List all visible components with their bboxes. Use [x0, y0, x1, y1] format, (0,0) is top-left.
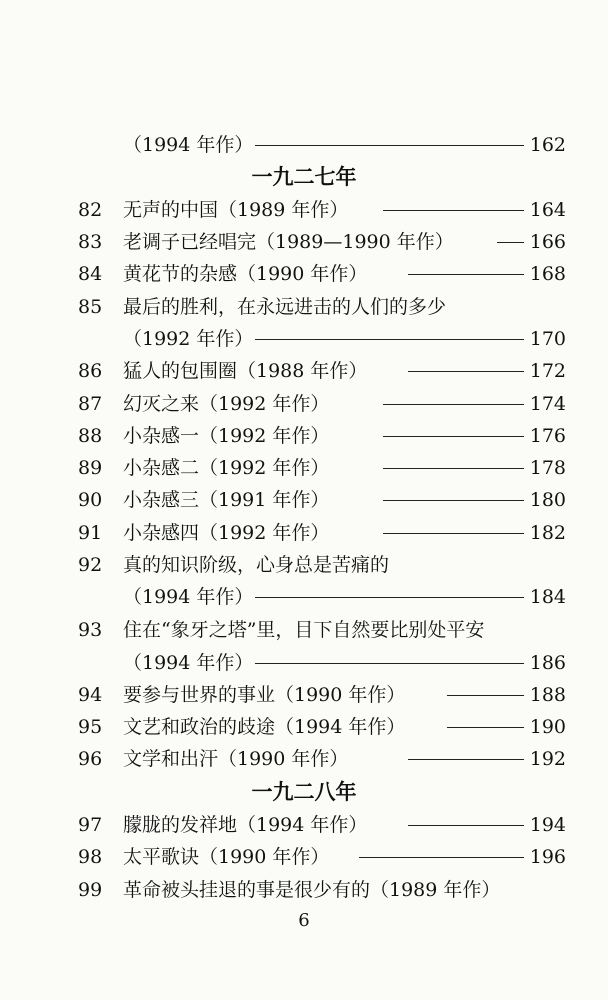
toc-entry — [0, 227, 608, 257]
section-heading: 一九二八年 — [251, 780, 357, 804]
entry-title: 小杂感一（1992 年作） — [123, 425, 330, 447]
entry-page: 162 — [529, 134, 566, 156]
toc-entry — [0, 648, 608, 678]
entry-number: 94 — [78, 684, 103, 706]
leader-line — [383, 500, 524, 501]
toc-entry — [0, 421, 608, 451]
entry-title: 猛人的包围圈（1988 年作） — [123, 360, 368, 382]
entry-title: 小杂感三（1991 年作） — [123, 489, 330, 511]
entry-title: 革命被头挂退的事是很少有的（1989 年作） — [123, 879, 501, 901]
entry-title: 太平歌诀（1990 年作） — [123, 846, 330, 868]
leader-line — [383, 210, 524, 211]
entry-page: 194 — [529, 814, 566, 836]
entry-number: 97 — [78, 814, 103, 836]
entry-page: 192 — [529, 748, 566, 770]
entry-number: 98 — [78, 846, 103, 868]
leader-line — [408, 759, 524, 760]
leader-line — [383, 533, 524, 534]
entry-page: 190 — [529, 716, 566, 738]
entry-number: 87 — [78, 393, 103, 415]
leader-line — [255, 663, 524, 664]
entry-page: 196 — [529, 846, 566, 868]
entry-title: 小杂感四（1992 年作） — [123, 522, 330, 544]
entry-page: 188 — [529, 684, 566, 706]
leader-line — [447, 695, 524, 696]
entry-page: 186 — [529, 652, 566, 674]
leader-line — [408, 274, 524, 275]
entry-number: 86 — [78, 360, 103, 382]
toc-entry — [0, 453, 608, 483]
leader-line — [408, 825, 524, 826]
toc-entry — [0, 130, 608, 160]
entry-page: 168 — [529, 263, 566, 285]
entry-page: 172 — [529, 360, 566, 382]
leader-line — [255, 597, 524, 598]
entry-page: 182 — [529, 522, 566, 544]
toc-entry — [0, 324, 608, 354]
entry-title: （1992 年作） — [123, 328, 254, 350]
toc-entry — [0, 810, 608, 840]
entry-title: 文艺和政治的歧途（1994 年作） — [123, 716, 406, 738]
leader-line — [255, 145, 524, 146]
entry-page: 164 — [529, 199, 566, 221]
toc-entry — [0, 518, 608, 548]
entry-page: 176 — [529, 425, 566, 447]
entry-page: 174 — [529, 393, 566, 415]
entry-number: 90 — [78, 489, 103, 511]
toc-entry — [0, 292, 608, 322]
entry-number: 95 — [78, 716, 103, 738]
leader-line — [359, 857, 524, 858]
leader-line — [383, 404, 524, 405]
leader-line — [497, 242, 524, 243]
entry-number: 88 — [78, 425, 103, 447]
toc-entry — [0, 680, 608, 710]
entry-page: 180 — [529, 489, 566, 511]
section-heading: 一九二七年 — [251, 165, 357, 189]
toc-entry — [0, 485, 608, 515]
entry-title: （1994 年作） — [123, 652, 254, 674]
entry-number: 89 — [78, 457, 103, 479]
leader-line — [383, 468, 524, 469]
toc-entry — [0, 550, 608, 580]
page-number: 6 — [298, 910, 310, 931]
leader-line — [447, 727, 524, 728]
toc-entry — [0, 744, 608, 774]
entry-title: 要参与世界的事业（1990 年作） — [123, 684, 406, 706]
entry-title: 朦胧的发祥地（1994 年作） — [123, 814, 368, 836]
leader-line — [383, 436, 524, 437]
entry-title: 黄花节的杂感（1990 年作） — [123, 263, 368, 285]
entry-number: 92 — [78, 554, 103, 576]
toc-entry — [0, 259, 608, 289]
entry-title: 文学和出汗（1990 年作） — [123, 748, 349, 770]
entry-title: 最后的胜利，在永远进击的人们的多少 — [123, 296, 447, 318]
entry-number: 83 — [78, 231, 103, 253]
entry-page: 178 — [529, 457, 566, 479]
entry-number: 85 — [78, 296, 103, 318]
leader-line — [255, 339, 524, 340]
entry-page: 170 — [529, 328, 566, 350]
entry-number: 82 — [78, 199, 103, 221]
toc-entry — [0, 875, 608, 905]
toc-entry — [0, 615, 608, 645]
entry-title: 小杂感二（1992 年作） — [123, 457, 330, 479]
entry-number: 91 — [78, 522, 103, 544]
entry-title: 无声的中国（1989 年作） — [123, 199, 349, 221]
toc-entry — [0, 842, 608, 872]
entry-title: 幻灭之来（1992 年作） — [123, 393, 330, 415]
toc-entry — [0, 195, 608, 225]
entry-title: （1994 年作） — [123, 586, 254, 608]
toc-entry — [0, 356, 608, 386]
leader-line — [408, 371, 524, 372]
toc-entry — [0, 712, 608, 742]
entry-title: 住在“象牙之塔”里，目下自然要比别处平安 — [123, 619, 485, 641]
toc-entry — [0, 582, 608, 612]
entry-number: 84 — [78, 263, 103, 285]
entry-number: 99 — [78, 879, 103, 901]
entry-page: 184 — [529, 586, 566, 608]
toc-entry — [0, 389, 608, 419]
entry-title: 真的知识阶级，心身总是苦痛的 — [123, 554, 390, 576]
entry-number: 93 — [78, 619, 103, 641]
entry-page: 166 — [529, 231, 566, 253]
entry-title: （1994 年作） — [123, 134, 254, 156]
entry-number: 96 — [78, 748, 103, 770]
entry-title: 老调子已经唱完（1989—1990 年作） — [123, 231, 454, 253]
